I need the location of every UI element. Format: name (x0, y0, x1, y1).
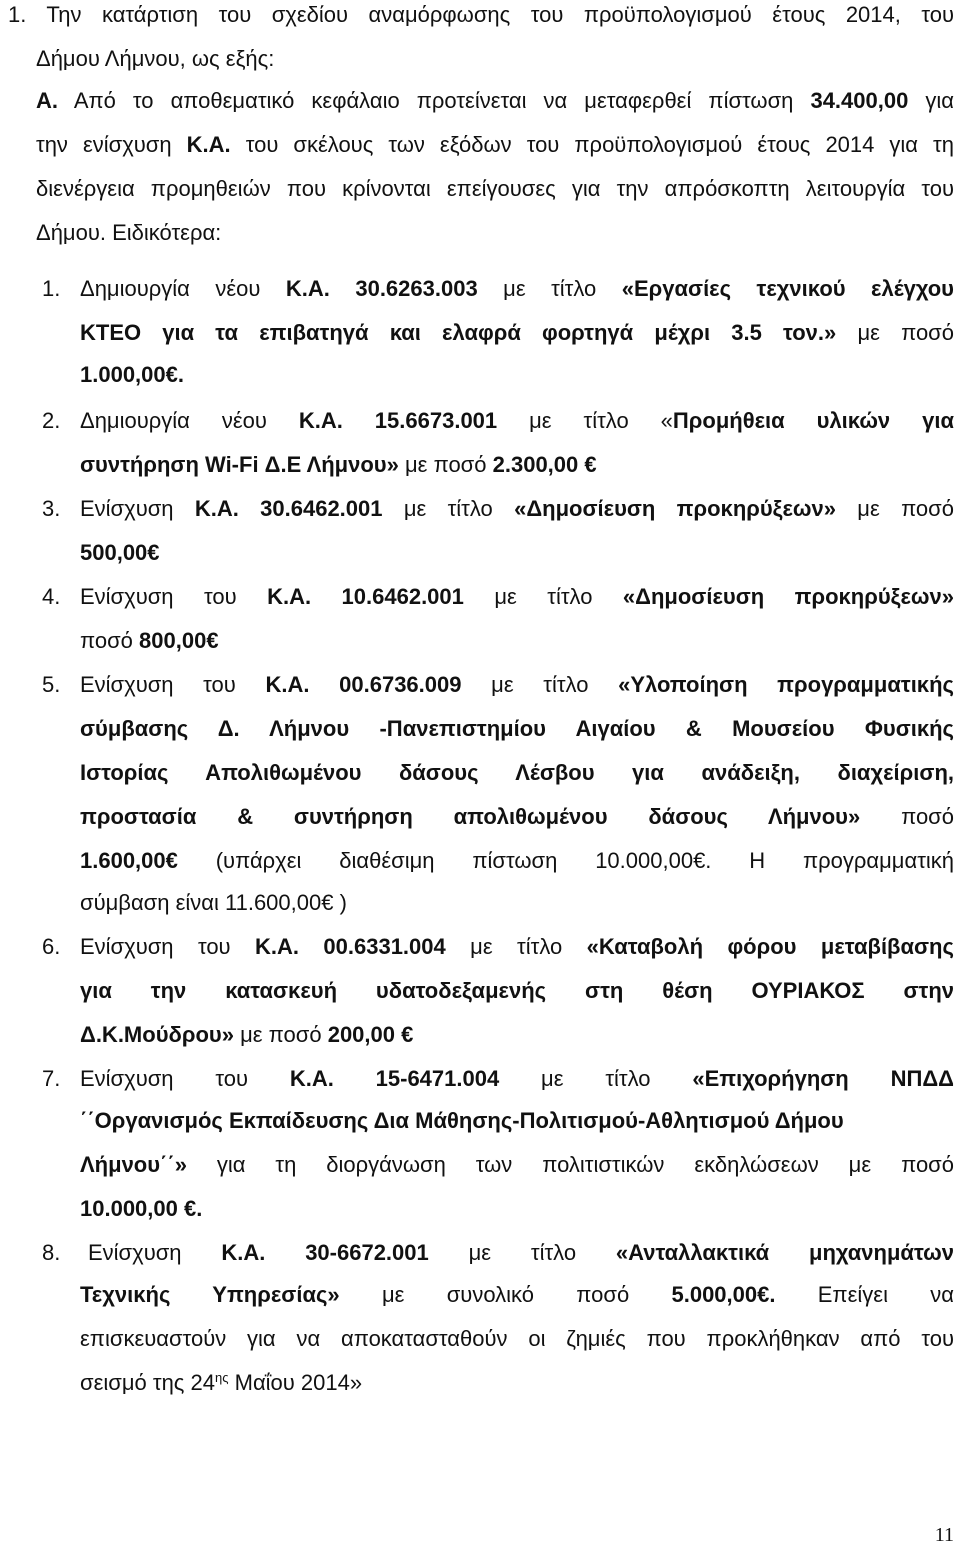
text: Ενίσχυση του (80, 1066, 248, 1091)
list-item-line (80, 628, 219, 654)
superscript: ης (215, 1370, 229, 1385)
list-item-line (80, 452, 597, 478)
text: Δημιουργία νέου (80, 408, 267, 433)
text: του σκέλους των εξόδων του προϋπολογισμού έτους 2014 για τη (245, 132, 954, 157)
list-item-line (80, 1282, 954, 1308)
text: σεισμό της 24 (80, 1370, 215, 1395)
list-item-line (80, 1108, 844, 1134)
page-number: 11 (934, 1524, 954, 1546)
bold-text: Κ.Α. 15-6471.004 (289, 1066, 500, 1091)
text: με τίτλο (503, 276, 597, 301)
paragraph-line (8, 2, 954, 28)
list-item-line (80, 890, 347, 916)
bold-text: 1.000,00€. (80, 362, 184, 387)
text: με ποσό (404, 452, 487, 477)
bold-text: «Δημοσίευση προκηρύξεων» (622, 584, 954, 609)
list-item-line (80, 540, 160, 566)
bold-text: για την κατασκευή υδατοδεξαμενής στη θέση ΟΥΡΙΑΚΟΣ στην (80, 978, 954, 1003)
list-item-line (88, 1240, 954, 1266)
bold-text: ΄΄Οργανισμός Εκπαίδευσης Δια Μάθησης-Πολιτισμού-Αθλητισμού Δήμου (80, 1108, 844, 1133)
text: με τίτλο (468, 1240, 577, 1265)
bold-text: «Καταβολή φόρου μεταβίβασης (586, 934, 954, 959)
text: την ενίσχυση (36, 132, 172, 157)
list-item-line (80, 1022, 413, 1048)
text: με ποσό (857, 496, 954, 521)
bold-text: Κ.Α. 10.6462.001 (267, 584, 464, 609)
text: Μαΐου 2014» (234, 1370, 363, 1395)
list-item-line (80, 1370, 362, 1396)
bold-text: Προμήθεια υλικών για (672, 408, 954, 433)
list-item-line (80, 1066, 954, 1092)
bold-text: 500,00€ (80, 540, 160, 565)
list-number: 5. (42, 672, 61, 697)
text: Δήμου Λήμνου, ως εξής: (36, 46, 275, 71)
text: Επείγει να (817, 1282, 954, 1307)
text: (υπάρχει διαθέσιμη πίστωση 10.000,00€. Η προγραμματική (215, 848, 955, 873)
bold-text: Κ.Α. 30-6672.001 (221, 1240, 429, 1265)
text: Από το αποθεματικό κεφάλαιο προτείνεται να μεταφερθεί πίστωση (73, 88, 794, 113)
list-number: 4. (42, 584, 61, 609)
bold-text: προστασία & συντήρηση απολιθωμένου δάσους Λήμνου» (80, 804, 861, 829)
text: διενέργεια προμηθειών που κρίνονται επείγουσες για την απρόσκοπτη λειτουργία του (36, 176, 954, 201)
bold-text: Δ.Κ.Μούδρου» (80, 1022, 234, 1047)
text: με τίτλο (541, 1066, 651, 1091)
list-item-line (80, 760, 954, 786)
list-item-line (80, 848, 954, 874)
bold-text: σύμβασης Δ. Λήμνου -Πανεπιστημίου Αιγαίου & Μουσείου Φυσικής (80, 716, 954, 741)
text: με τίτλο « (529, 408, 673, 433)
bold-text: Λήμνου΄΄» (80, 1152, 187, 1177)
bold-text: Κ.Α. 30.6263.003 (285, 276, 478, 301)
text: με τίτλο (470, 934, 563, 959)
bold-text: Κ.Α. 15.6673.001 (298, 408, 498, 433)
text: για τη διοργάνωση των πολιτιστικών εκδηλώσεων με ποσό (216, 1152, 954, 1177)
bold-text: 34.400,00 (810, 88, 909, 113)
text: σύμβαση είναι 11.600,00€ ) (80, 890, 347, 915)
bold-text: 2.300,00 € (492, 452, 597, 477)
list-item-line (80, 584, 954, 610)
text: Ενίσχυση (80, 496, 174, 521)
paragraph-line (36, 88, 954, 114)
bold-text: «Υλοποίηση προγραμματικής (618, 672, 954, 697)
bold-text: 1.600,00€ (80, 848, 178, 873)
list-item-line (80, 1152, 954, 1178)
list-item-line (80, 408, 954, 434)
bold-text: Κ.Α. 30.6462.001 (194, 496, 383, 521)
paragraph-line (36, 46, 274, 72)
list-number: 8. (42, 1240, 61, 1265)
bold-text: «Ανταλλακτικά μηχανημάτων (615, 1240, 954, 1265)
bold-text: Κ.Α. 00.6736.009 (265, 672, 462, 697)
text: με τίτλο (403, 496, 493, 521)
text: με συνολικό ποσό (381, 1282, 630, 1307)
list-item-line (80, 320, 954, 346)
bold-text: 200,00 € (327, 1022, 414, 1047)
list-item-line (80, 1196, 202, 1222)
list-item-line (80, 978, 954, 1004)
bold-text: Ιστορίας Απολιθωμένου δάσους Λέσβου για ανάδειξη, διαχείριση, (80, 760, 954, 785)
list-item-line (80, 804, 954, 830)
text: για (925, 88, 954, 113)
list-number: 1. (42, 276, 61, 301)
list-item-line (80, 496, 954, 522)
bold-text: 800,00€ (139, 628, 219, 653)
text: με τίτλο (491, 672, 589, 697)
list-number: 3. (42, 496, 61, 521)
bold-text: 10.000,00 €. (80, 1196, 203, 1221)
list-item-line (80, 934, 954, 960)
list-number: 7. (42, 1066, 61, 1091)
text: Ενίσχυση του (80, 584, 237, 609)
text: Ενίσχυση του (80, 672, 236, 697)
bold-text: ΚΤΕΟ για τα επιβατηγά και ελαφρά φορτηγά μέχρι 3.5 τον.» (80, 320, 837, 345)
bold-text: «Εργασίες τεχνικού ελέγχου (621, 276, 954, 301)
list-item-line (80, 672, 954, 698)
text: με τίτλο (494, 584, 593, 609)
bold-text: 5.000,00€. (671, 1282, 776, 1307)
text: Ενίσχυση (88, 1240, 182, 1265)
text: ποσό (80, 628, 133, 653)
paragraph-line (36, 132, 954, 158)
bold-text: Κ.Α. 00.6331.004 (255, 934, 446, 959)
text: με ποσό (240, 1022, 322, 1047)
list-item-line (80, 276, 954, 302)
list-item-line (80, 362, 184, 388)
text: Ενίσχυση του (80, 934, 231, 959)
paragraph-line (36, 220, 221, 246)
paragraph-line (36, 176, 954, 202)
text: Δημιουργία νέου (80, 276, 261, 301)
text: ποσό (901, 804, 954, 829)
bold-text: Κ.Α. (186, 132, 231, 157)
list-number: 6. (42, 934, 61, 959)
text: Δήμου. Ειδικότερα: (36, 220, 222, 245)
text: επισκευαστούν για να αποκατασταθούν οι ζημιές που προκλήθηκαν από του (80, 1326, 954, 1351)
list-number: 2. (42, 408, 61, 433)
text: με ποσό (857, 320, 954, 345)
bold-text: «Δημοσίευση προκηρύξεων» (514, 496, 836, 521)
list-item-line (80, 1326, 954, 1352)
text: 1. Την κατάρτιση του σχεδίου αναμόρφωσης του προϋπολογισμού έτους 2014, του (8, 2, 954, 27)
bold-text: συντήρηση Wi-Fi Δ.Ε Λήμνου» (80, 452, 399, 477)
list-item-line (80, 716, 954, 742)
bold-text: Τεχνικής Υπηρεσίας» (80, 1282, 340, 1307)
bold-text: Α. (36, 88, 58, 113)
bold-text: «Επιχορήγηση ΝΠΔΔ (692, 1066, 954, 1091)
